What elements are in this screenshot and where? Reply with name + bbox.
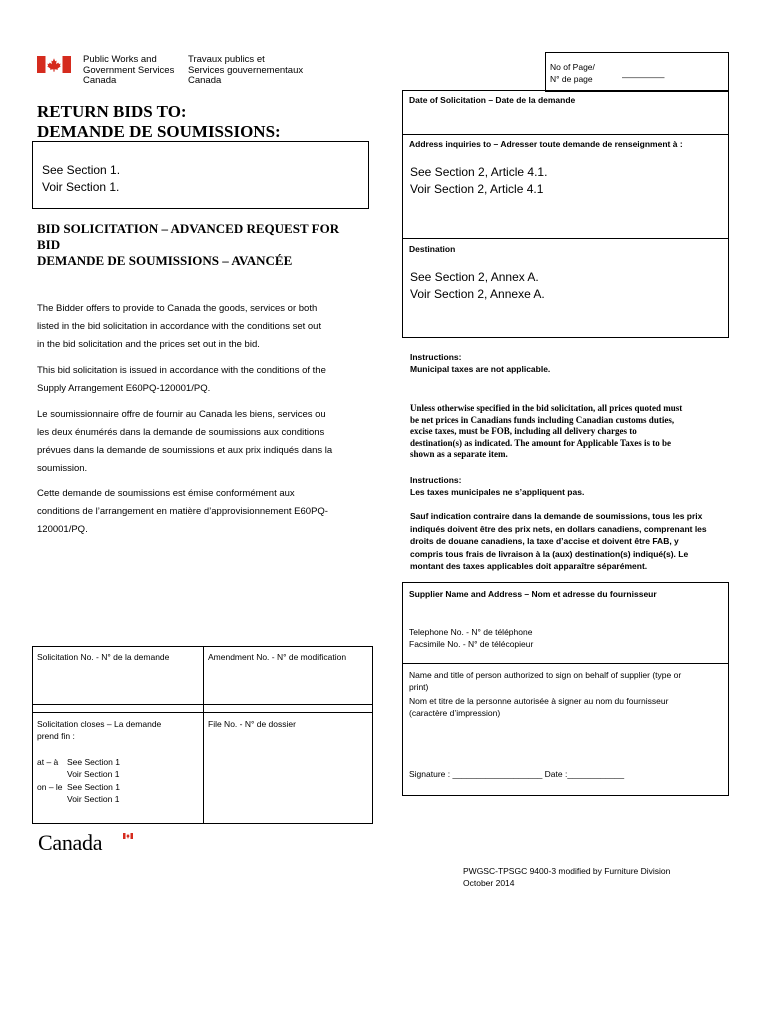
at-label: at – à — [37, 757, 59, 767]
return-bids-box[interactable] — [32, 141, 369, 209]
instructions-fr: Instructions: Les taxes municipales ne s’appliquent pas. — [410, 475, 585, 497]
canada-wordmark: Canada — [38, 830, 102, 856]
instructions-en-paragraph: Unless otherwise specified in the bid solicitation, all prices quoted must be net prices in Canadians funds including Canadian customs duties, excise taxes, must be FOB, including all delivery charges to destination(s) as indicated. The amount for Applicable Taxes is to be shown as a separate item. — [410, 403, 683, 459]
address-inquiries-label: Address inquiries to – Adresser toute demande de renseignment à : — [409, 139, 683, 149]
authorized-person-label-fr: Nom et titre de la personne autorisée à signer au nom du fournisseur (caractère d’impression) — [409, 696, 669, 718]
supplier-box[interactable] — [402, 582, 729, 796]
supply-arrangement-paragraph-en: This bid solicitation is issued in accordance with the conditions of the Supply Arrangement E60PQ-120001/PQ. — [37, 365, 326, 394]
instructions-fr-paragraph: Sauf indication contraire dans la demande de soumissions, tous les prix indiqués doivent être des prix nets, en dollars canadiens, comprenant les droits de douane canadiens, la taxe d’accise et doivent être FAB, y compris tous frais de livraison à la (aux) destination(s) indiqué(s). Le montant des taxes applicables doit apparaître séparément. — [410, 511, 707, 571]
destination-label: Destination — [409, 244, 456, 254]
solicitation-number-label: Solicitation No. - N° de la demande — [37, 652, 170, 662]
file-number-label: File No. - N° de dossier — [208, 719, 296, 729]
supply-arrangement-paragraph-fr: Cette demande de soumissions est émise conformément aux conditions de l’arrangement en matière d’approvisionnement E60PQ- 120001/PQ. — [37, 488, 328, 535]
authorized-person-label-en: Name and title of person authorized to sign on behalf of supplier (type or print) — [409, 670, 682, 692]
telephone-label: Telephone No. - N° de téléphone — [409, 627, 533, 637]
canada-flag-icon — [37, 56, 71, 73]
destination-value: See Section 2, Annex A. Voir Section 2, Annexe A. — [410, 270, 545, 301]
supplier-name-address-label: Supplier Name and Address – Nom et adresse du fournisseur — [409, 589, 657, 599]
solicitation-details-box — [402, 90, 729, 338]
bidder-offer-paragraph-fr: Le soumissionnaire offre de fournir au Canada les biens, services ou les deux énumérés dans la demande de soumissions aux conditions prévues dans la demande de soumissions et aux prix indiqués dans la soumission. — [37, 409, 333, 474]
return-bids-value: See Section 1. Voir Section 1. — [42, 163, 121, 194]
signature-date-line[interactable]: Signature : ___________________ Date :____________ — [409, 769, 625, 779]
date-of-solicitation-label: Date of Solicitation – Date de la demande — [409, 95, 576, 105]
bidder-offer-paragraph-en: The Bidder offers to provide to Canada the goods, services or both listed in the bid solicitation in accordance with the conditions set out in the bid solicitation and the prices set out in the bid. — [37, 303, 322, 350]
return-bids-title: RETURN BIDS TO: DEMANDE DE SOUMISSIONS: — [37, 102, 281, 141]
on-label: on – le — [37, 782, 63, 792]
form-identifier: PWGSC-TPSGC 9400-3 modified by Furniture Division October 2014 — [463, 866, 671, 888]
solicitation-closes-label: Solicitation closes – La demande prend fin : — [37, 719, 162, 741]
page-number-box — [545, 52, 729, 92]
instructions-en: Instructions: Municipal taxes are not applicable. — [410, 352, 551, 374]
on-value: See Section 1 Voir Section 1 — [67, 782, 120, 804]
facsimile-label: Facsimile No. - N° de télécopieur — [409, 639, 534, 649]
amendment-number-label: Amendment No. - N° de modification — [208, 652, 347, 662]
address-inquiries-value: See Section 2, Article 4.1. Voir Section 2, Article 4.1 — [410, 165, 548, 196]
department-name-fr: Travaux publics et Services gouvernementaux Canada — [188, 54, 304, 86]
wordmark-flag-icon — [123, 833, 133, 839]
solicitation-title: BID SOLICITATION – ADVANCED REQUEST FOR BID DEMANDE DE SOUMISSIONS – AVANCÉE — [37, 221, 340, 268]
page-number-label: No of Page/ N° de page — [550, 62, 595, 84]
at-value: See Section 1 Voir Section 1 — [67, 757, 120, 779]
solicitation-info-grid — [32, 646, 373, 824]
page-number-value: ————— — [622, 72, 665, 82]
department-name-en: Public Works and Government Services Canada — [83, 54, 175, 86]
